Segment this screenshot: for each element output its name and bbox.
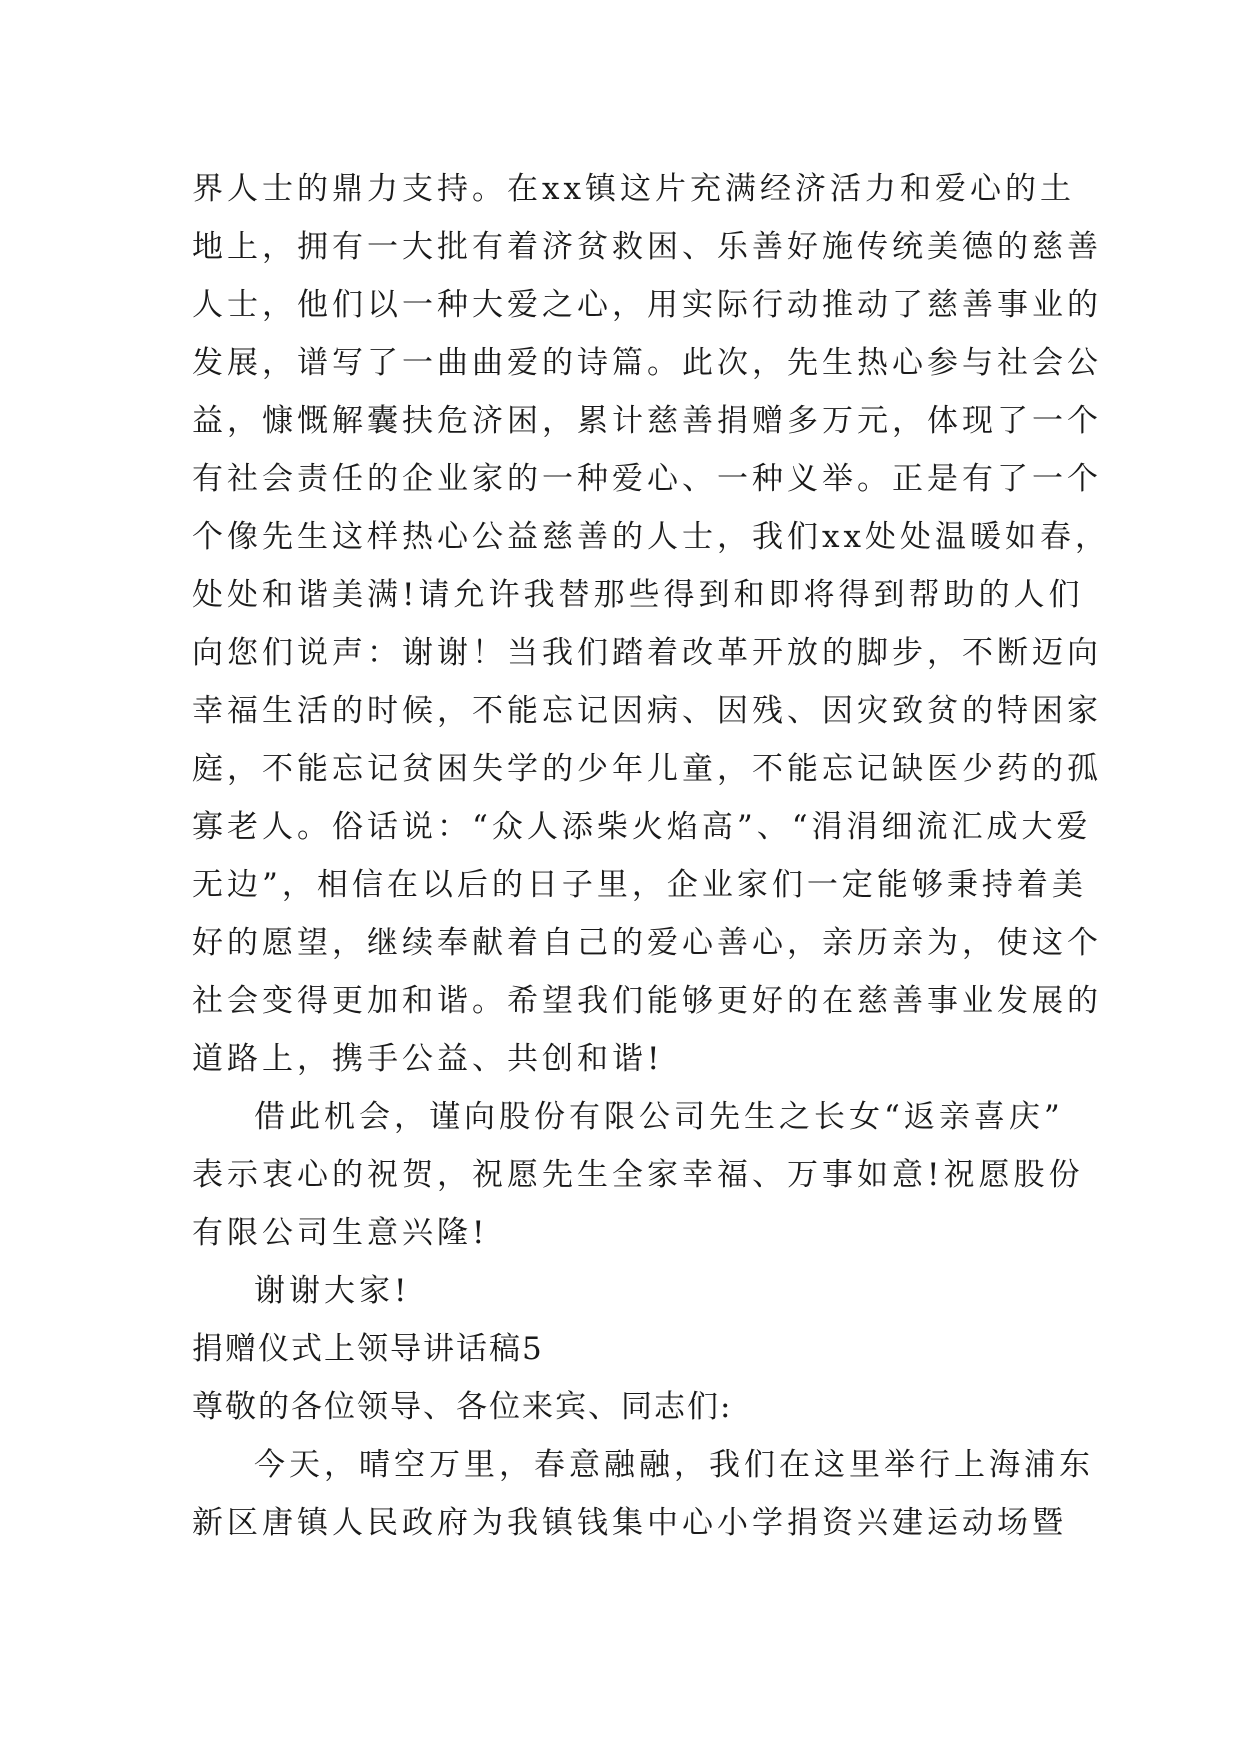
text-line: 个像先生这样热心公益慈善的人士，我们xx处处温暖如春， bbox=[192, 519, 1110, 555]
document-body bbox=[192, 160, 1110, 1552]
text-line: 今天，晴空万里，春意融融，我们在这里举行上海浦东 bbox=[254, 1447, 1094, 1483]
text-line: 寡老人。俗话说：“众人添柴火焰高”、“涓涓细流汇成大爱 bbox=[192, 809, 1092, 845]
text-line: 无边”，相信在以后的日子里，企业家们一定能够秉持着美 bbox=[192, 867, 1087, 903]
text-line: 向您们说声：谢谢！当我们踏着改革开放的脚步，不断迈向 bbox=[192, 635, 1102, 671]
text-line: 社会变得更加和谐。希望我们能够更好的在慈善事业发展的 bbox=[192, 983, 1102, 1019]
text-line: 新区唐镇人民政府为我镇钱集中心小学捐资兴建运动场暨 bbox=[192, 1505, 1067, 1541]
text-line: 有社会责任的企业家的一种爱心、一种义举。正是有了一个 bbox=[192, 461, 1102, 497]
text-line: 处处和谐美满!请允许我替那些得到和即将得到帮助的人们 bbox=[192, 577, 1084, 613]
text-line: 益，慷慨解囊扶危济困，累计慈善捐赠多万元，体现了一个 bbox=[192, 403, 1102, 439]
text-line: 谢谢大家! bbox=[254, 1273, 411, 1309]
text-line: 界人士的鼎力支持。在xx镇这片充满经济活力和爱心的土 bbox=[192, 171, 1075, 207]
text-line: 地上，拥有一大批有着济贫救困、乐善好施传统美德的慈善 bbox=[192, 229, 1102, 265]
text-line: 庭，不能忘记贫困失学的少年儿童，不能忘记缺医少药的孤 bbox=[192, 751, 1102, 787]
text-line: 发展，谱写了一曲曲爱的诗篇。此次，先生热心参与社会公 bbox=[192, 345, 1102, 381]
text-line: 幸福生活的时候，不能忘记因病、因残、因灾致贫的特困家 bbox=[192, 693, 1102, 729]
text-line: 人士，他们以一种大爱之心，用实际行动推动了慈善事业的 bbox=[192, 287, 1102, 323]
section-heading: 捐赠仪式上领导讲话稿5 bbox=[192, 1331, 544, 1367]
text-line: 好的愿望，继续奉献着自己的爱心善心，亲历亲为，使这个 bbox=[192, 925, 1102, 961]
text-line: 有限公司生意兴隆! bbox=[192, 1215, 489, 1251]
text-line: 表示衷心的祝贺，祝愿先生全家幸福、万事如意!祝愿股份 bbox=[192, 1157, 1084, 1193]
salutation: 尊敬的各位领导、各位来宾、同志们: bbox=[192, 1389, 733, 1425]
text-line: 借此机会，谨向股份有限公司先生之长女“返亲喜庆” bbox=[254, 1099, 1064, 1135]
text-line: 道路上，携手公益、共创和谐! bbox=[192, 1041, 664, 1077]
